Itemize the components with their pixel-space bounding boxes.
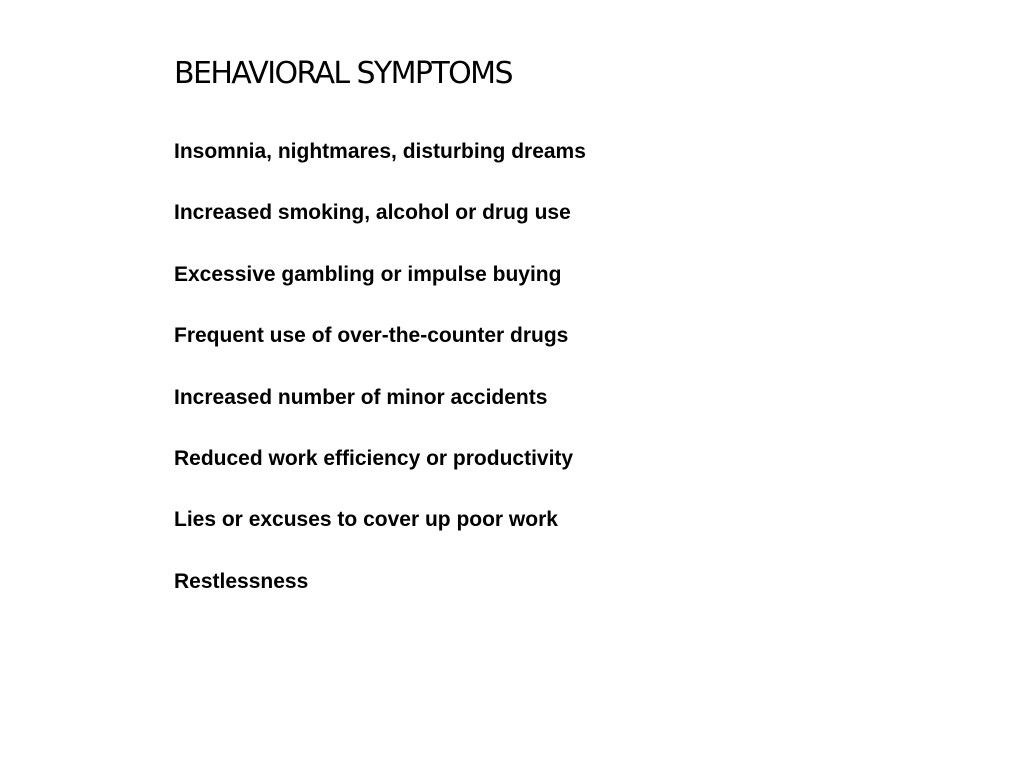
- symptom-item: Increased number of minor accidents: [174, 385, 548, 409]
- symptom-item: Excessive gambling or impulse buying: [174, 262, 562, 286]
- symptom-item: Insomnia, nightmares, disturbing dreams: [174, 140, 586, 163]
- symptom-item: Restlessness: [174, 569, 309, 593]
- symptom-item: Lies or excuses to cover up poor work: [174, 508, 558, 532]
- symptom-list: [174, 137, 586, 628]
- symptom-item: Frequent use of over-the-counter drugs: [174, 324, 569, 348]
- symptom-item: Increased smoking, alcohol or drug use: [174, 201, 571, 225]
- slide-title: BEHAVIORAL SYMPTOMS: [174, 56, 512, 91]
- symptom-item: Reduced work efficiency or productivity: [174, 446, 574, 470]
